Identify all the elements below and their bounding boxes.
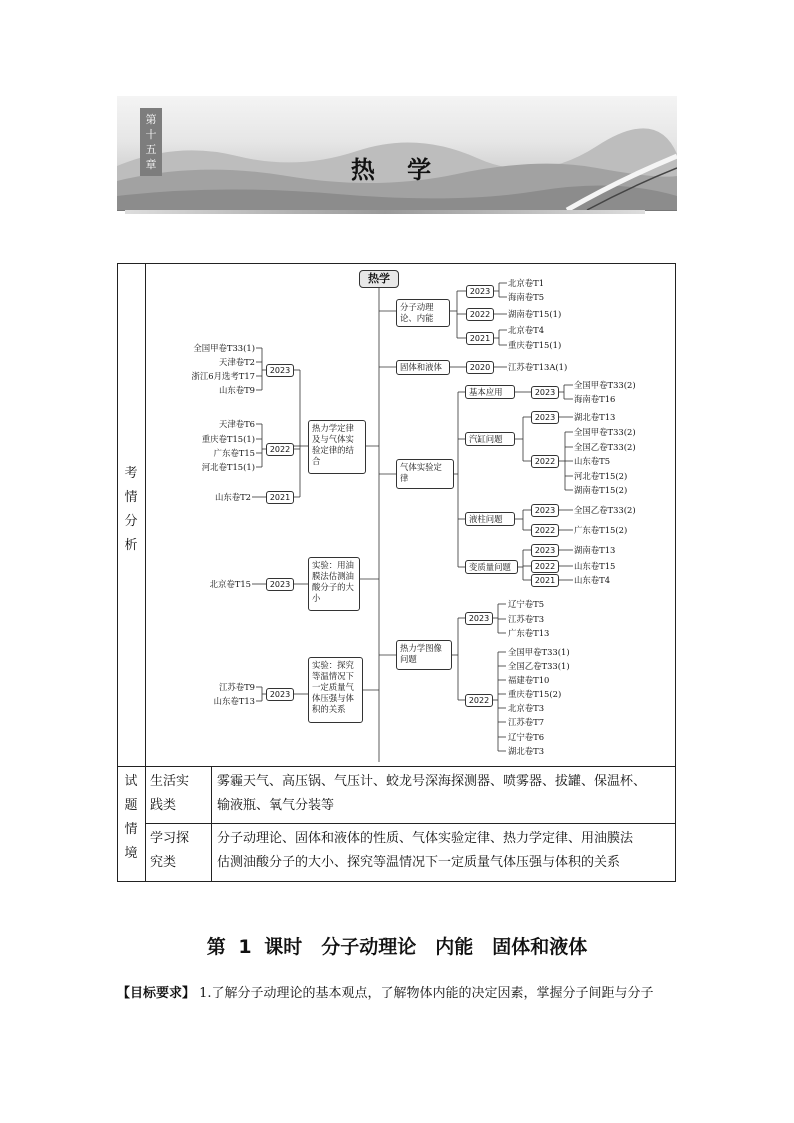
row-label-char: 试: [124, 774, 138, 789]
text-line: 分子动理论、固体和液体的性质、气体实验定律、热力学定律、用油膜法: [217, 831, 634, 846]
exam-item: 全国甲卷T33(1): [193, 343, 255, 353]
category-line: 践类: [150, 798, 177, 813]
year-tag: 2023: [466, 285, 494, 298]
goal-text: 1.了解分子动理论的基本观点，了解物体内能的决定因素，掌握分子间距与分子: [195, 986, 654, 1001]
year-tag: 2023: [465, 612, 493, 625]
year-tag: 2022: [531, 524, 559, 537]
year-tag: 2023: [531, 386, 559, 399]
exam-item: 湖北卷T13: [574, 412, 616, 422]
row-label-char: 分: [124, 514, 138, 529]
exam-item: 山东卷T9: [218, 385, 255, 395]
row-label-char: 题: [124, 798, 138, 813]
year-tag: 2023: [266, 578, 294, 591]
year-tag: 2023: [531, 504, 559, 517]
exam-item: 北京卷T15: [209, 579, 251, 589]
year-tag: 2022: [466, 308, 494, 321]
exam-item: 北京卷T1: [508, 278, 545, 288]
learning-goals: [117, 982, 687, 1001]
topic-thermo-laws: 热力学定律及与气体实验定律的结合: [308, 420, 366, 474]
row-label-char: 境: [124, 846, 138, 861]
year-tag: 2022: [531, 455, 559, 468]
row-label-char: 析: [124, 538, 138, 553]
year-tag: 2021: [266, 491, 294, 504]
exam-item: 全国甲卷T33(2): [574, 380, 636, 390]
topic-solids-liquids: 固体和液体: [396, 360, 450, 375]
exam-item: 山东卷T2: [214, 492, 251, 502]
exam-item: 河北卷T15(2): [574, 471, 628, 481]
topic-oil-film-experiment: 实验：用油膜法估测油酸分子的大小: [308, 557, 360, 611]
exam-item: 湖南卷T13: [574, 545, 616, 555]
exam-item: 江苏卷T13A(1): [508, 362, 568, 372]
mindmap-root: 热学: [359, 270, 399, 288]
exam-item: 全国乙卷T33(2): [574, 442, 636, 452]
exam-item: 福建卷T10: [508, 675, 550, 685]
exam-item: 重庆卷T15(2): [508, 689, 562, 699]
category-line: 究类: [150, 855, 177, 870]
subtopic-basic: 基本应用: [465, 385, 515, 399]
exam-item: 江苏卷T7: [508, 717, 545, 727]
exam-item: 湖南卷T15(2): [574, 485, 628, 495]
year-tag: 2023: [531, 544, 559, 557]
year-tag: 2023: [266, 688, 294, 701]
chapter-tab-char: 章: [145, 158, 157, 171]
exam-item: 辽宁卷T6: [508, 732, 545, 742]
subtopic-variable-mass: 变质量问题: [465, 560, 518, 574]
category-line: 生活实: [150, 774, 190, 789]
chapter-tab-char: 第: [145, 113, 157, 126]
year-tag: 2021: [531, 574, 559, 587]
year-tag: 2021: [466, 332, 494, 345]
exam-item: 天津卷T2: [218, 357, 255, 367]
row-label-char: 情: [124, 490, 138, 505]
chapter-tab-char: 十: [145, 128, 157, 141]
topic-gas-laws: 气体实验定律: [396, 459, 454, 489]
exam-item: 山东卷T15: [574, 561, 616, 571]
subtopic-cylinder: 汽缸问题: [465, 432, 515, 446]
exam-item: 海南卷T16: [574, 394, 616, 404]
exam-item: 湖南卷T15(1): [508, 309, 562, 319]
exam-item: 河北卷T15(1): [201, 462, 255, 472]
lesson-title: 第 1 课时 分子动理论 内能 固体和液体: [206, 936, 588, 958]
row-label-char: 考: [124, 466, 138, 481]
year-tag: 2020: [466, 361, 494, 374]
year-tag: 2022: [531, 560, 559, 573]
topic-isothermal-experiment: 实验：探究等温情况下一定质量气体压强与体积的关系: [308, 657, 363, 723]
chapter-title: 热 学: [350, 156, 444, 184]
exam-item: 全国甲卷T33(2): [574, 427, 636, 437]
exam-item: 重庆卷T15(1): [508, 340, 562, 350]
topic-molecular-theory: 分子动理论、内能: [396, 299, 450, 327]
exam-item: 山东卷T13: [213, 696, 255, 706]
goal-label: 【目标要求】: [117, 986, 196, 1001]
category-line: 学习探: [150, 831, 190, 846]
exam-item: 辽宁卷T5: [508, 599, 545, 609]
chapter-tab-char: 五: [145, 143, 157, 156]
exam-item: 江苏卷T3: [508, 614, 545, 624]
year-tag: 2023: [531, 411, 559, 424]
exam-item: 湖北卷T3: [508, 746, 545, 756]
exam-item: 山东卷T5: [574, 456, 611, 466]
text-line: 输液瓶、氧气分装等: [217, 798, 335, 813]
exam-item: 北京卷T3: [508, 703, 545, 713]
exam-item: 江苏卷T9: [218, 682, 255, 692]
text-line: 估测油酸分子的大小、探究等温情况下一定质量气体压强与体积的关系: [217, 855, 621, 870]
exam-item: 北京卷T4: [508, 325, 545, 335]
exam-item: 广东卷T15(2): [574, 525, 628, 535]
topic-thermo-graphs: 热力学图像问题: [396, 640, 452, 670]
exam-item: 山东卷T4: [574, 575, 611, 585]
exam-item: 广东卷T15: [213, 448, 255, 458]
exam-item: 全国乙卷T33(2): [574, 505, 636, 515]
exam-item: 全国甲卷T33(1): [508, 647, 570, 657]
year-tag: 2022: [266, 443, 294, 456]
exam-item: 广东卷T13: [508, 628, 550, 638]
exam-item: 天津卷T6: [218, 419, 255, 429]
exam-item: 全国乙卷T33(1): [508, 661, 570, 671]
year-tag: 2022: [465, 694, 493, 707]
text-line: 雾霾天气、高压锅、气压计、蛟龙号深海探测器、喷雾器、拔罐、保温杯、: [217, 774, 647, 789]
exam-item: 海南卷T5: [508, 292, 545, 302]
row-label-char: 情: [124, 822, 138, 837]
year-tag: 2023: [266, 364, 294, 377]
exam-item: 浙江6月选考T17: [191, 371, 255, 381]
subtopic-liquid-column: 液柱问题: [465, 512, 515, 526]
exam-item: 重庆卷T15(1): [201, 434, 255, 444]
